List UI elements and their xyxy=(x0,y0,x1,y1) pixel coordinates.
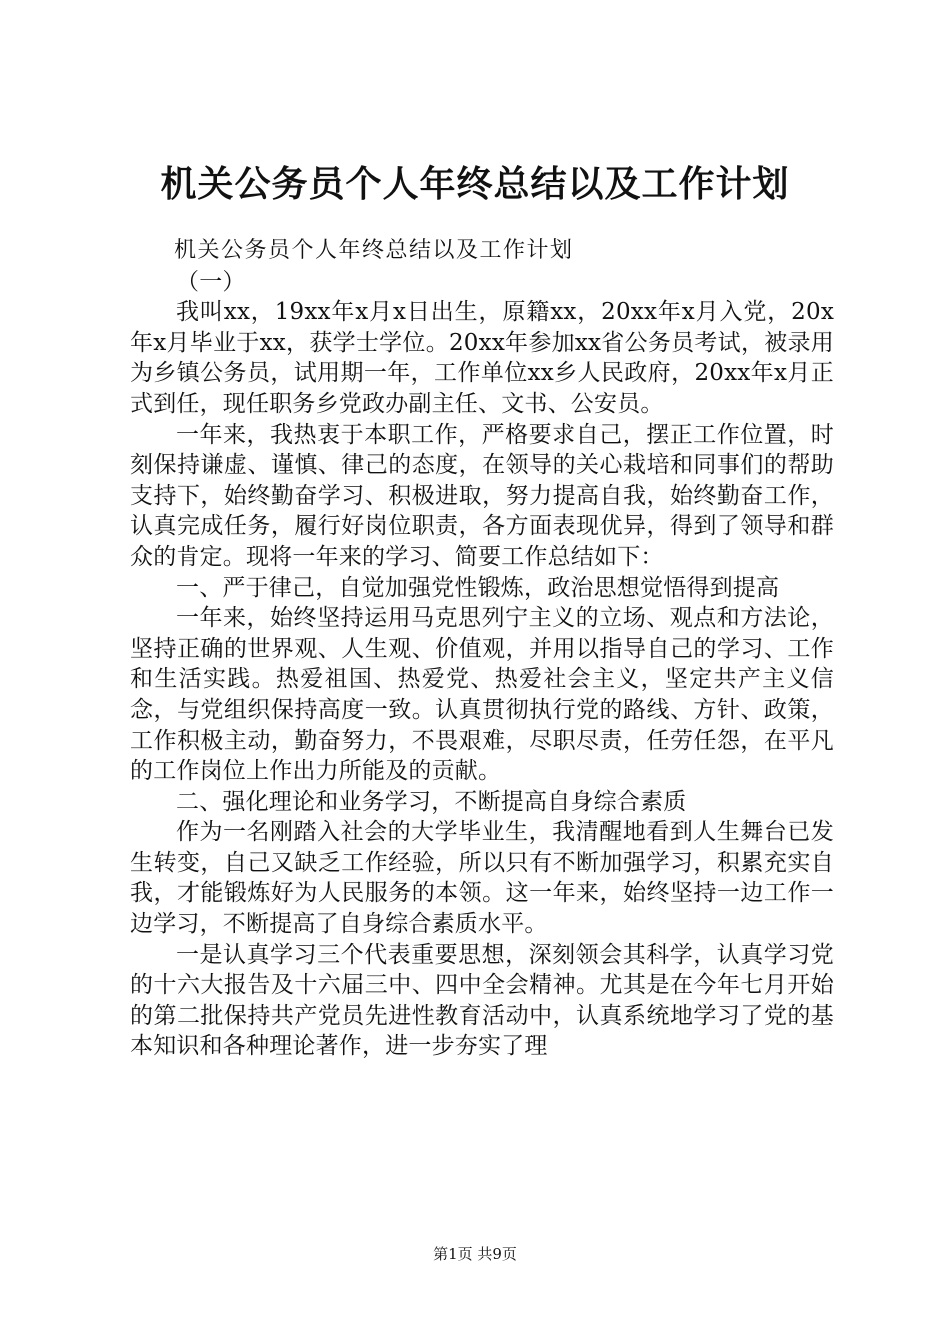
paragraph: 作为一名刚踏入社会的大学毕业生，我清醒地看到人生舞台已发生转变，自己又缺乏工作经验，所以只有不断加强学习，积累充实自我，才能锻炼好为人民服务的本领。这一年来，始终坚持一边工作一边学习，不断提高了自身综合素质水平。 xyxy=(130,819,834,938)
document-title: 机关公务员个人年终总结以及工作计划 xyxy=(160,163,790,205)
document-body xyxy=(130,236,834,1062)
document-subtitle: 机关公务员个人年终总结以及工作计划 xyxy=(174,238,574,263)
paragraph: 一年来，始终坚持运用马克思列宁主义的立场、观点和方法论，坚持正确的世界观、人生观、价值观，并用以指导自己的学习、工作和生活实践。热爱祖国、热爱党、热爱社会主义，坚定共产主义信念，与党组织保持高度一致。认真贯彻执行党的路线、方针、政策，工作积极主动，勤奋努力，不畏艰难，尽职尽责，任劳任怨，在平凡的工作岗位上作出力所能及的贡献。 xyxy=(130,605,834,785)
section-marker: （一） xyxy=(176,268,246,295)
section-heading: 二、强化理论和业务学习，不断提高自身综合素质 xyxy=(176,788,687,815)
paragraph: 我叫xx，19xx年x月x日出生，原籍xx，20xx年x月入党，20x年x月毕业于xx，获学士学位。20xx年参加xx省公务员考试，被录用为乡镇公务员，试用期一年，工作单位xx乡人民政府，20xx年x月正式到任，现任职务乡党政办副主任、文书、公安员。 xyxy=(130,299,834,417)
page-footer: 第1页 共9页 xyxy=(433,1245,517,1263)
section-heading: 一、严于律己，自觉加强党性锻炼，政治思想觉悟得到提高 xyxy=(176,574,780,601)
paragraph: 一是认真学习三个代表重要思想，深刻领会其科学，认真学习党的十六大报告及十六届三中、四中全会精神。尤其是在今年七月开始的第二批保持共产党员先进性教育活动中，认真系统地学习了党的基本知识和各种理论著作，进一步夯实了理 xyxy=(130,941,834,1060)
paragraph: 一年来，我热衷于本职工作，严格要求自己，摆正工作位置，时刻保持谦虚、谨慎、律己的态度，在领导的关心栽培和同事们的帮助支持下，始终勤奋学习、积极进取，努力提高自我，始终勤奋工作，认真完成任务，履行好岗位职责，各方面表现优异，得到了领导和群众的肯定。现将一年来的学习、简要工作总结如下： xyxy=(130,421,834,570)
